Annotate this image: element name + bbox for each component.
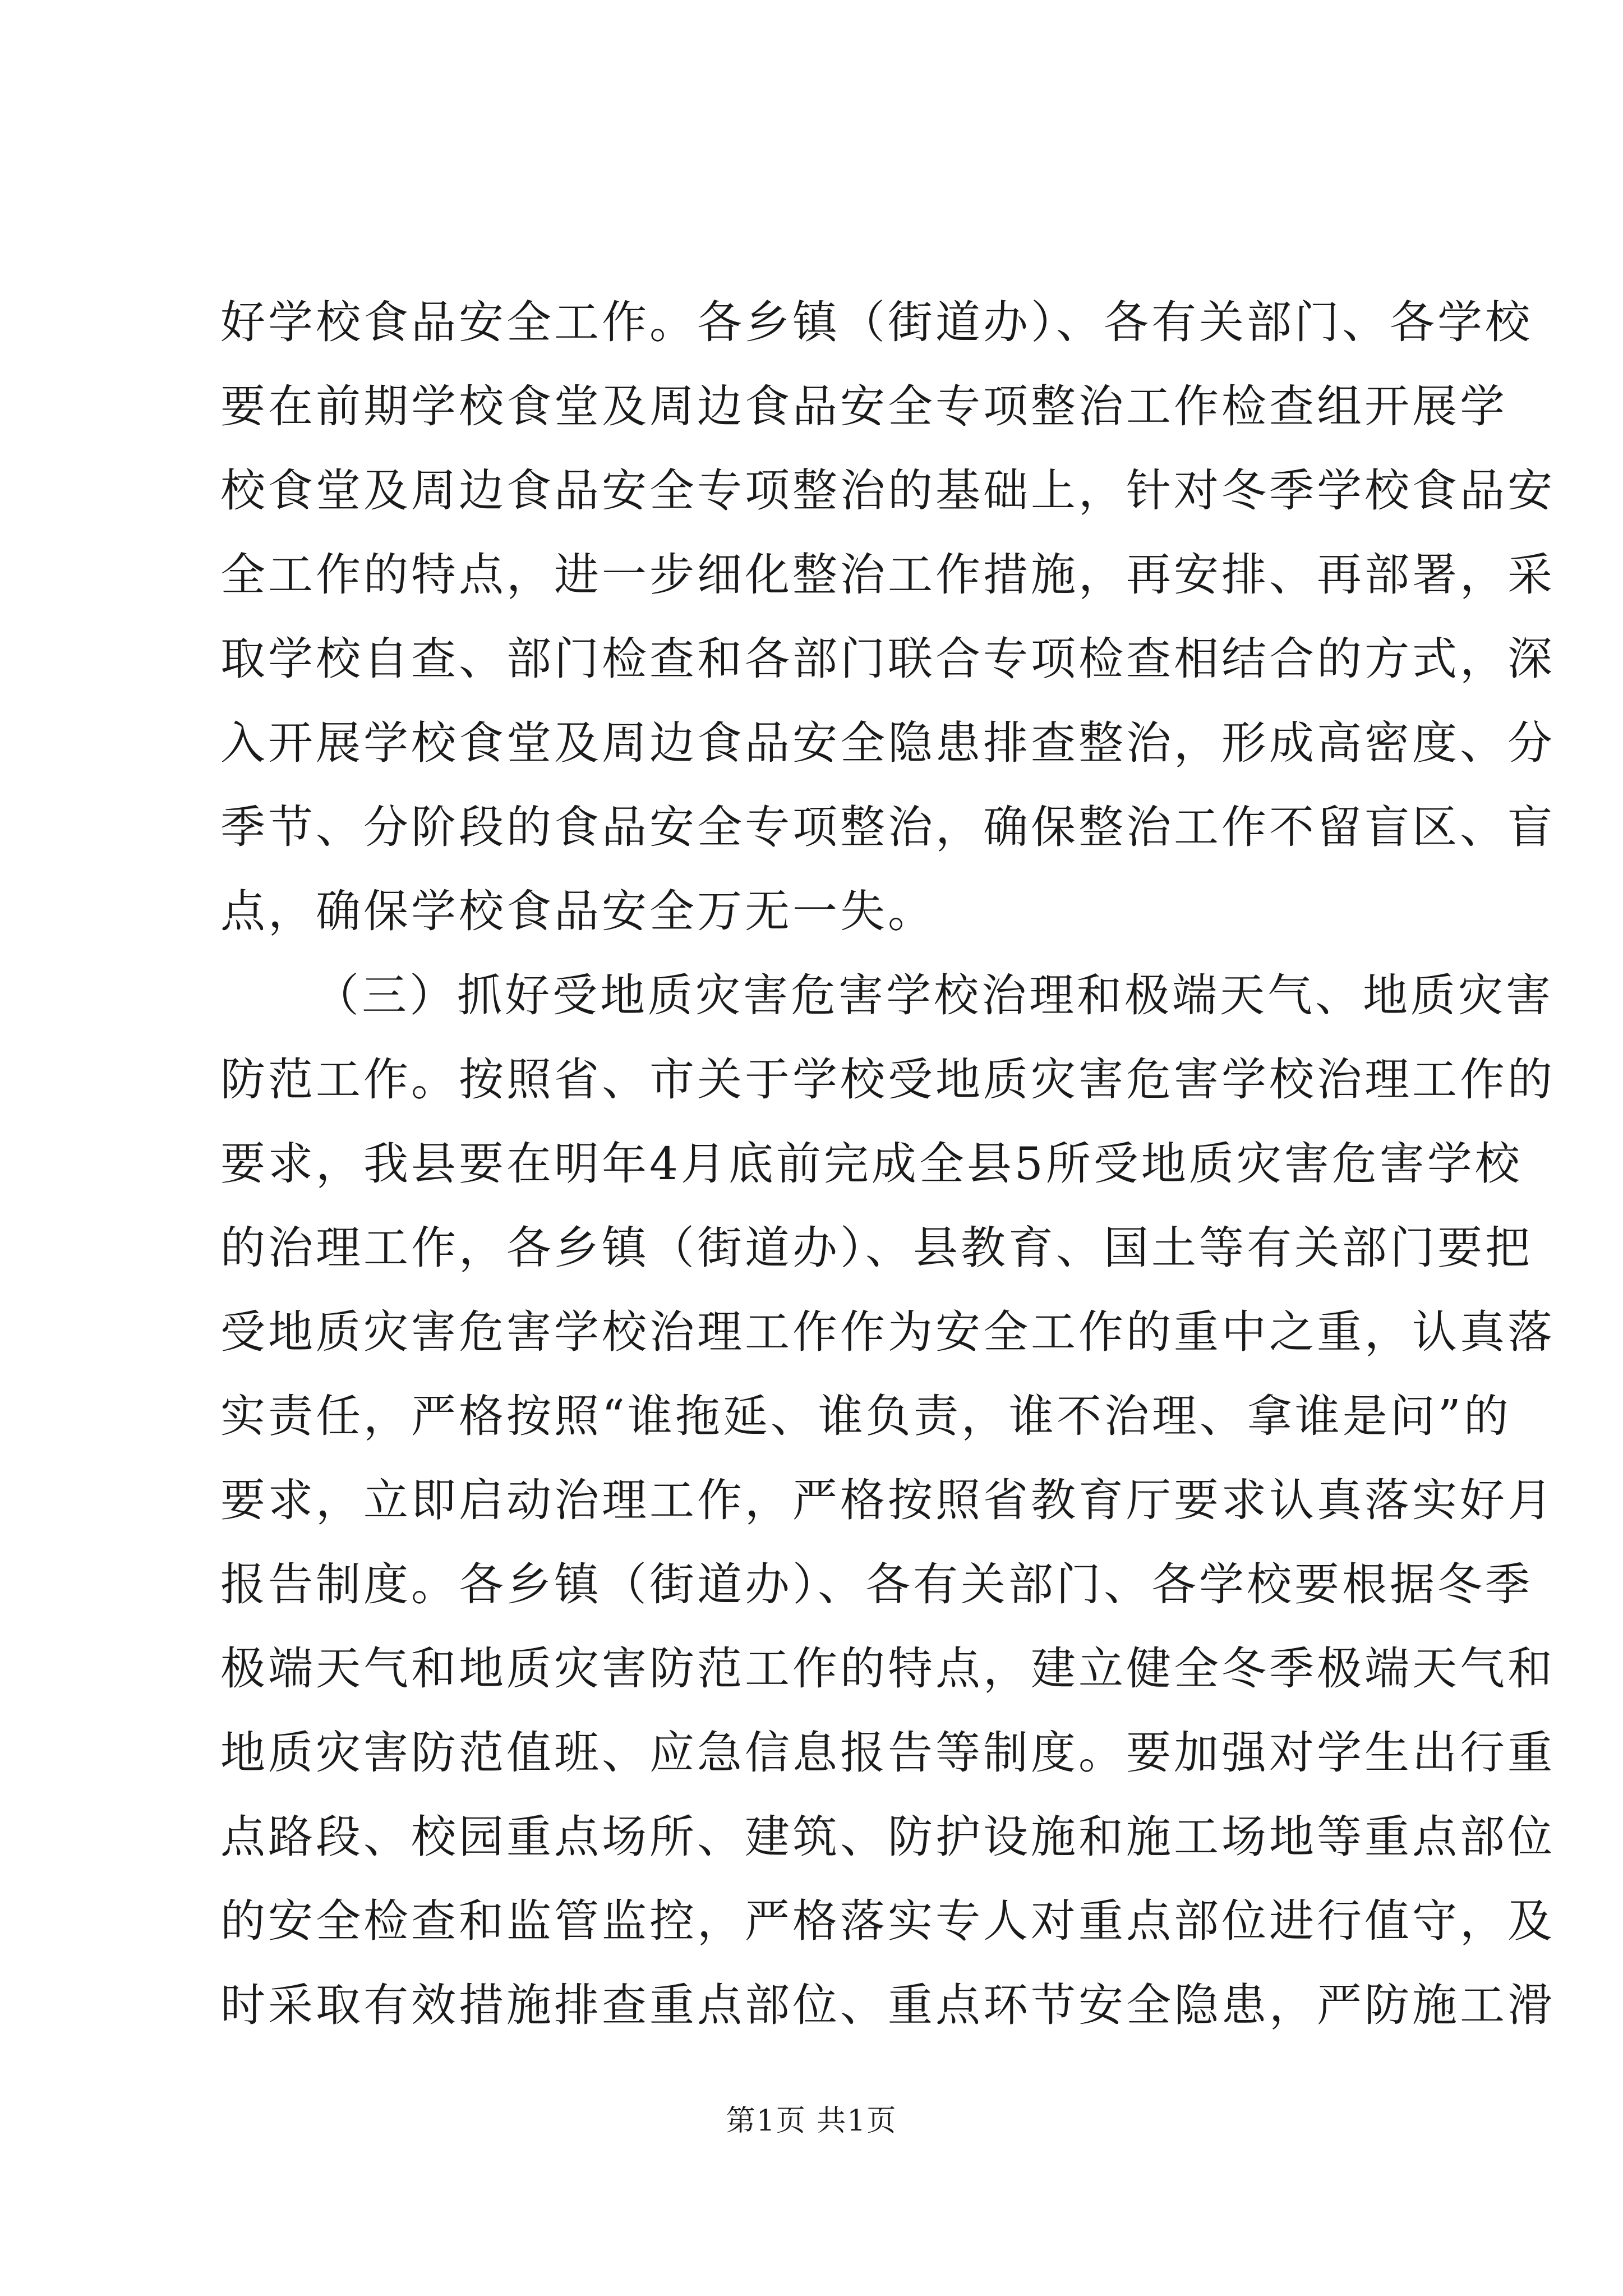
text-line-20: 的安全检查和监管监控，严格落实专人对重点部位进行值守，及 xyxy=(220,1895,1555,1947)
text-line-11: 要求，我县要在明年4月底前完成全县5所受地质灾害危害学校 xyxy=(220,1138,1523,1190)
text-line-1: 好学校食品安全工作。各乡镇（街道办）、各有关部门、各学校 xyxy=(220,296,1533,348)
text-line-5: 取学校自查、部门检查和各部门联合专项检查相结合的方式，深 xyxy=(220,633,1555,685)
page-number-footer: 第1页 共1页 xyxy=(726,2104,897,2138)
text-line-4: 全工作的特点，进一步细化整治工作措施，再安排、再部署，采 xyxy=(220,549,1555,601)
paragraph-heading-line: （三）抓好受地质灾害危害学校治理和极端天气、地质灾害 xyxy=(314,969,1553,1022)
text-line-17: 极端天气和地质灾害防范工作的特点，建立健全冬季极端天气和 xyxy=(220,1642,1555,1695)
text-line-10: 防范工作。按照省、市关于学校受地质灾害危害学校治理工作的 xyxy=(220,1053,1555,1106)
text-line-15: 要求，立即启动治理工作，严格按照省教育厅要求认真落实好月 xyxy=(220,1474,1555,1526)
text-line-12: 的治理工作，各乡镇（街道办）、县教育、国土等有关部门要把 xyxy=(220,1222,1533,1274)
text-line-3: 校食堂及周边食品安全专项整治的基础上，针对冬季学校食品安 xyxy=(220,464,1555,517)
text-line-8: 点，确保学校食品安全万无一失。 xyxy=(220,885,935,937)
text-line-19: 点路段、校园重点场所、建筑、防护设施和施工场地等重点部位 xyxy=(220,1811,1555,1863)
text-line-7: 季节、分阶段的食品安全专项整治，确保整治工作不留盲区、盲 xyxy=(220,801,1555,853)
text-line-2: 要在前期学校食堂及周边食品安全专项整治工作检查组开展学 xyxy=(220,380,1507,432)
text-line-18: 地质灾害防范值班、应急信息报告等制度。要加强对学生出行重 xyxy=(220,1727,1555,1779)
text-line-6: 入开展学校食堂及周边食品安全隐患排查整治，形成高密度、分 xyxy=(220,717,1555,769)
text-line-13: 受地质灾害危害学校治理工作作为安全工作的重中之重，认真落 xyxy=(220,1306,1555,1358)
text-line-14: 实责任，严格按照“谁拖延、谁负责，谁不治理、拿谁是问”的 xyxy=(220,1390,1511,1442)
text-line-16: 报告制度。各乡镇（街道办）、各有关部门、各学校要根据冬季 xyxy=(220,1558,1533,1611)
text-line-21: 时采取有效措施排查重点部位、重点环节安全隐患，严防施工滑 xyxy=(220,1979,1555,2031)
